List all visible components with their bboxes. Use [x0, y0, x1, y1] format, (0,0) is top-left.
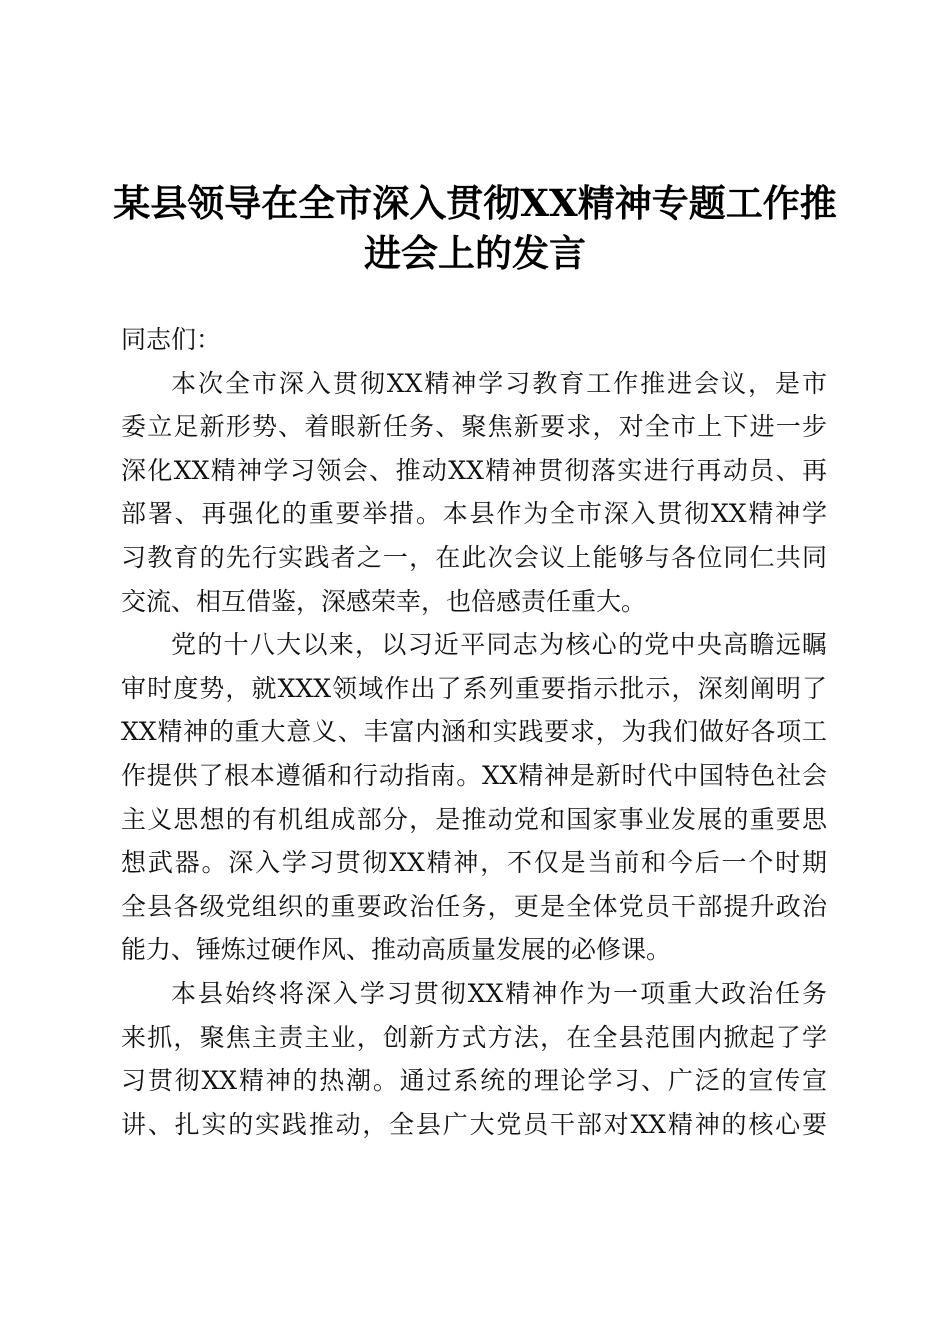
paragraph-3: [121, 972, 827, 1146]
text-line: XX精神的重大意义、丰富内涵和实践要求，为我们做好各项工: [121, 717, 827, 747]
text-line: 主义思想的有机组成部分，是推动党和国家事业发展的重要思: [121, 804, 827, 834]
text-line: 能力、锤炼过硬作风、推动高质量发展的必修课。: [121, 935, 672, 965]
title-line: 进会上的发言: [364, 231, 586, 275]
paragraph-1: [121, 362, 827, 624]
text-line: 委立足新形势、着眼新任务、聚焦新要求，对全市上下进一步: [121, 412, 827, 442]
text-line: 想武器。深入学习贯彻XX精神，不仅是当前和今后一个时期: [121, 848, 827, 878]
paragraph-2: [121, 623, 827, 972]
text-line: 交流、相互借鉴，深感荣幸，也倍感责任重大。: [121, 586, 647, 616]
text-line: 本县始终将深入学习贯彻XX精神作为一项重大政治任务: [171, 978, 827, 1008]
document-body: [121, 318, 827, 1146]
salutation: 同志们：: [121, 325, 222, 354]
text-line: 习教育的先行实践者之一，在此次会议上能够与各位同仁共同: [121, 542, 827, 572]
text-line: 党的十八大以来，以习近平同志为核心的党中央高瞻远瞩: [171, 630, 827, 660]
text-line: 讲、扎实的实践推动，全县广大党员干部对XX精神的核心要: [121, 1109, 827, 1139]
text-line: 作提供了根本遵循和行动指南。XX精神是新时代中国特色社会: [121, 760, 827, 790]
text-line: 深化XX精神学习领会、推动XX精神贯彻落实进行再动员、再: [121, 455, 827, 485]
text-line: 来抓，聚焦主责主业，创新方式方法，在全县范围内掀起了学: [121, 1022, 827, 1052]
text-line: 习贯彻XX精神的热潮。通过系统的理论学习、广泛的宣传宣: [121, 1066, 827, 1096]
document-title: [100, 178, 850, 278]
text-line: 本次全市深入贯彻XX精神学习教育工作推进会议，是市: [171, 368, 827, 398]
text-line: 部署、再强化的重要举措。本县作为全市深入贯彻XX精神学: [121, 499, 827, 529]
text-line: 全县各级党组织的重要政治任务，更是全体党员干部提升政治: [121, 891, 827, 921]
title-line: 某县领导在全市深入贯彻XX精神专题工作推: [113, 181, 837, 225]
text-line: 审时度势，就XXX领域作出了系列重要指示批示，深刻阐明了: [121, 673, 827, 703]
